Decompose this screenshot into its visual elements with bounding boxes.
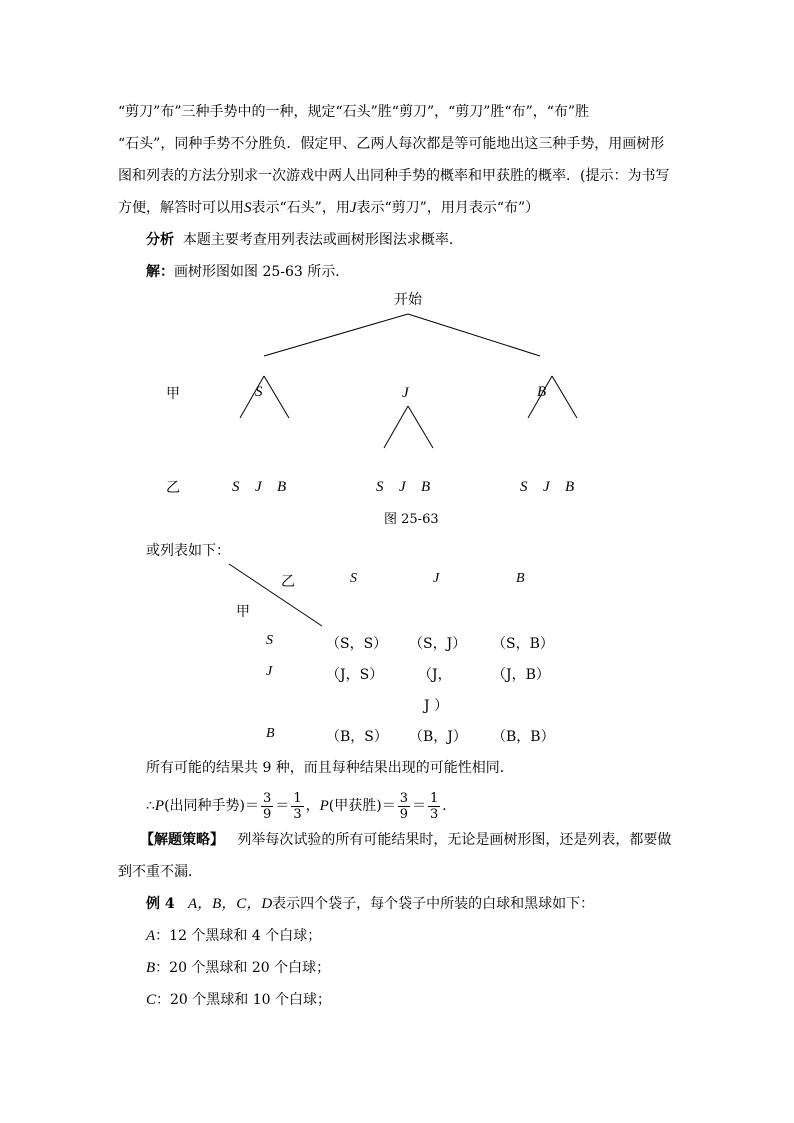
problem-line-3: 图和列表的方法分别求一次游戏中两人出同种手势的概率和甲获胜的概率．(提示：为书写	[118, 168, 670, 184]
table-cell-j-b: （J，B）	[492, 667, 550, 683]
table-row-head-s: S	[266, 633, 273, 648]
fraction-1-3-a	[291, 791, 303, 822]
tree-row-label-yi: 乙	[166, 480, 180, 496]
leaf-b-b: B	[565, 479, 575, 495]
leaf-s-s: S	[232, 479, 240, 495]
example-4-heading	[146, 894, 594, 914]
event-jia-wins: (甲获胜)＝	[328, 798, 396, 814]
tree-node-b: B	[537, 384, 547, 400]
fraction-denominator: 9	[263, 806, 272, 822]
table-cell-b-j: （B，J）	[409, 729, 467, 745]
solution-text: 画树形图如图 25-63 所示．	[174, 264, 350, 280]
problem-line-4-b: 表示“石头”，用	[251, 200, 350, 216]
item-text-b: ：20 个黑球和 20 个白球；	[155, 960, 331, 976]
fraction-numerator: 3	[263, 790, 272, 806]
leaf-b-j: J	[543, 479, 550, 495]
table-cell-j-j-wrap: J ）	[424, 698, 449, 714]
table-corner-row: 甲	[236, 604, 250, 620]
problem-line-4-c: 表示“剪刀”，用月表示“布”）	[356, 200, 540, 216]
item-key-b: B	[146, 960, 156, 976]
separator: ，	[305, 798, 320, 814]
leaf-s-b: B	[277, 479, 287, 495]
strategy-line-1	[140, 830, 671, 850]
fraction-denominator: 9	[399, 806, 408, 822]
table-cell-j-j: （J，	[418, 667, 452, 683]
analysis-text: 本题主要考查用列表法或画树形图法求概率．	[182, 232, 463, 248]
example-label: 例 4	[146, 896, 175, 912]
analysis-label: 分析	[146, 232, 174, 248]
table-col-b: B	[516, 571, 525, 586]
table-col-s: S	[350, 571, 357, 586]
fraction-1-3-b	[428, 791, 440, 822]
fraction-numerator: 1	[429, 790, 439, 806]
p-symbol-1: P	[154, 798, 165, 814]
table-row-head-j: J	[266, 664, 273, 679]
fraction-3-9-b	[398, 791, 410, 822]
fraction-numerator: 1	[293, 790, 302, 806]
summary: 所有可能的结果共 9 种，而且每种结果出现的可能性相同．	[146, 760, 514, 776]
example-letters: A，B，C，D	[187, 896, 273, 912]
strategy-label: 【解题策略】	[140, 832, 224, 848]
formula-end: ．	[442, 798, 457, 814]
table-cell-s-b: （S，B）	[492, 636, 554, 652]
fraction-denominator: 3	[293, 806, 302, 822]
table-cell-b-b: （B，B）	[492, 729, 555, 745]
p-symbol-2: P	[319, 798, 329, 814]
table-row-head-b: B	[266, 726, 275, 741]
tree-node-s: S	[255, 384, 263, 400]
symbol-s: S	[244, 200, 252, 216]
leaf-j-s: S	[376, 479, 384, 495]
problem-line-1: “剪刀”布”三种手势中的一种，规定“石头”胜“剪刀”，“剪刀”胜“布”，“布”胜	[118, 104, 590, 120]
example-item-a	[146, 926, 321, 946]
item-key-a: A	[146, 928, 156, 944]
strategy-text-1: 列举每次试验的所有可能结果时，无论是画树形图，还是列表，都要做	[237, 832, 672, 848]
leaf-j-b: B	[421, 479, 431, 495]
tree-caption: 图 25-63	[384, 512, 439, 527]
problem-line-2: “石头”，同种手势不分胜负．假定甲、乙两人每次都是等可能地出这三种手势，用画树形	[118, 136, 665, 152]
example-item-b	[146, 958, 330, 978]
leaf-b-s: S	[520, 479, 528, 495]
table-cell-s-s: （S，S）	[326, 636, 388, 652]
strategy-line-2: 到不重不漏．	[118, 864, 202, 880]
item-key-c: C	[146, 992, 157, 1008]
table-col-j: J	[433, 571, 440, 586]
solution-label: 解：	[146, 264, 174, 280]
probability-formula	[146, 788, 456, 824]
table-cell-b-s: （B，S）	[326, 729, 388, 745]
table-cell-s-j: （S，J）	[409, 636, 467, 652]
symbol-j: J	[349, 200, 357, 216]
leaf-j-j: J	[399, 479, 406, 495]
tree-root: 开始	[394, 292, 422, 308]
table-intro: 或列表如下：	[146, 543, 230, 559]
example-text: 表示四个袋子，每个袋子中所装的白球和黑球如下：	[272, 896, 595, 912]
therefore-symbol: ∴	[146, 798, 155, 814]
table-cell-j-s: （J，S）	[326, 667, 384, 683]
equals-sign-1: ＝	[275, 798, 290, 814]
leaf-s-j: J	[255, 479, 262, 495]
tree-row-label-jia: 甲	[166, 386, 180, 402]
fraction-denominator: 3	[429, 806, 439, 822]
example-item-c	[146, 990, 331, 1010]
equals-sign-2: ＝	[411, 798, 426, 814]
item-text-a: ：12 个黑球和 4 个白球；	[155, 928, 322, 944]
item-text-c: ：20 个黑球和 10 个白球；	[156, 992, 331, 1008]
event-same-gesture: (出同种手势)＝	[164, 798, 260, 814]
problem-line-4-a: 方便，解答时可以用	[118, 200, 244, 216]
table-corner-col: 乙	[281, 574, 295, 590]
tree-node-j: J	[402, 385, 409, 401]
fraction-3-9-a	[261, 791, 273, 822]
fraction-numerator: 3	[399, 790, 408, 806]
